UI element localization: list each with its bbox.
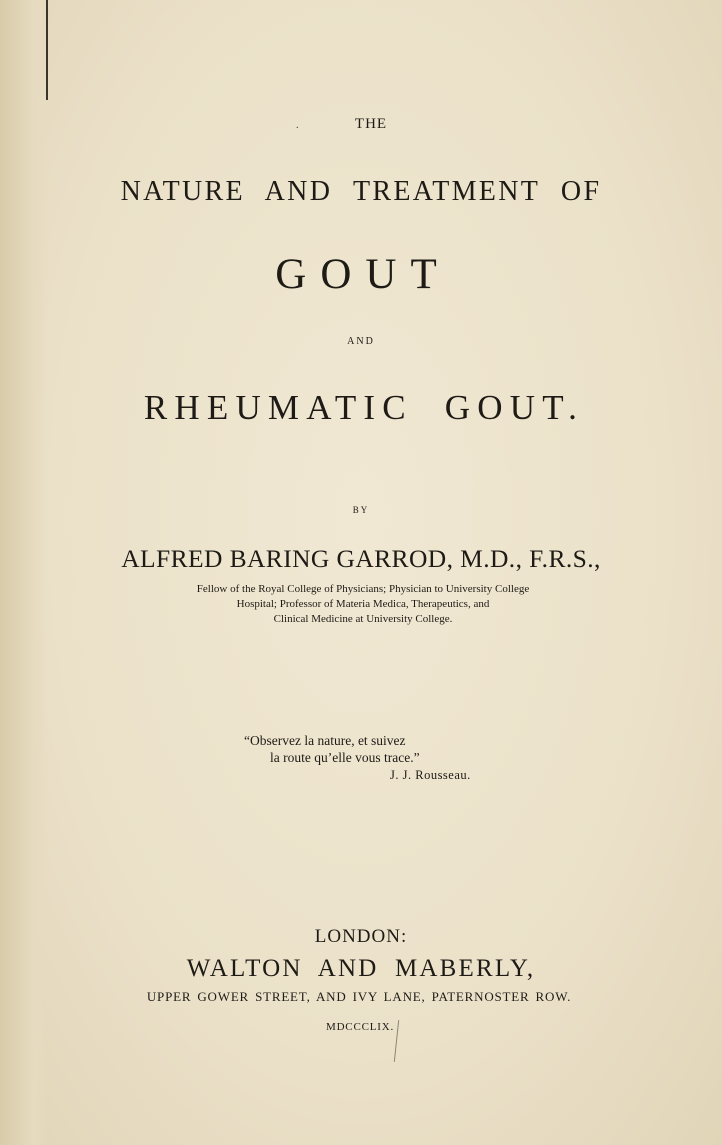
imprint-city: LONDON: (314, 926, 408, 947)
imprint-address: UPPER GOWER STREET, AND IVY LANE, PATERNOSTER ROW. (146, 989, 572, 1004)
imprint-publisher: WALTON AND MABERLY, (186, 955, 536, 982)
stray-ink-dot: . (296, 120, 299, 131)
epigraph-attribution: J. J. Rousseau. (390, 768, 471, 782)
title-line-2: GOUT (275, 251, 451, 298)
epigraph-line-1: “Observez la nature, et suivez (244, 733, 406, 748)
author-credentials-line: Clinical Medicine at University College. (273, 613, 453, 625)
title-line-1: NATURE AND TREATMENT OF (120, 176, 602, 207)
title-line-3: RHEUMATIC GOUT. (143, 388, 585, 427)
title-conjunction: AND (347, 336, 375, 347)
epigraph-line-2: la route qu’elle vous trace.” (270, 750, 420, 765)
gutter-line (46, 0, 48, 100)
title-article: THE (354, 116, 388, 132)
imprint-year: MDCCCLIX. (325, 1021, 394, 1033)
byline-label: BY (352, 505, 370, 515)
author-name: ALFRED BARING GARROD, M.D., F.R.S., (121, 544, 601, 573)
author-credentials-line: Hospital; Professor of Materia Medica, Therapeutics, and (236, 598, 490, 610)
author-credentials-line: Fellow of the Royal College of Physicians; Physician to University College (196, 583, 530, 595)
